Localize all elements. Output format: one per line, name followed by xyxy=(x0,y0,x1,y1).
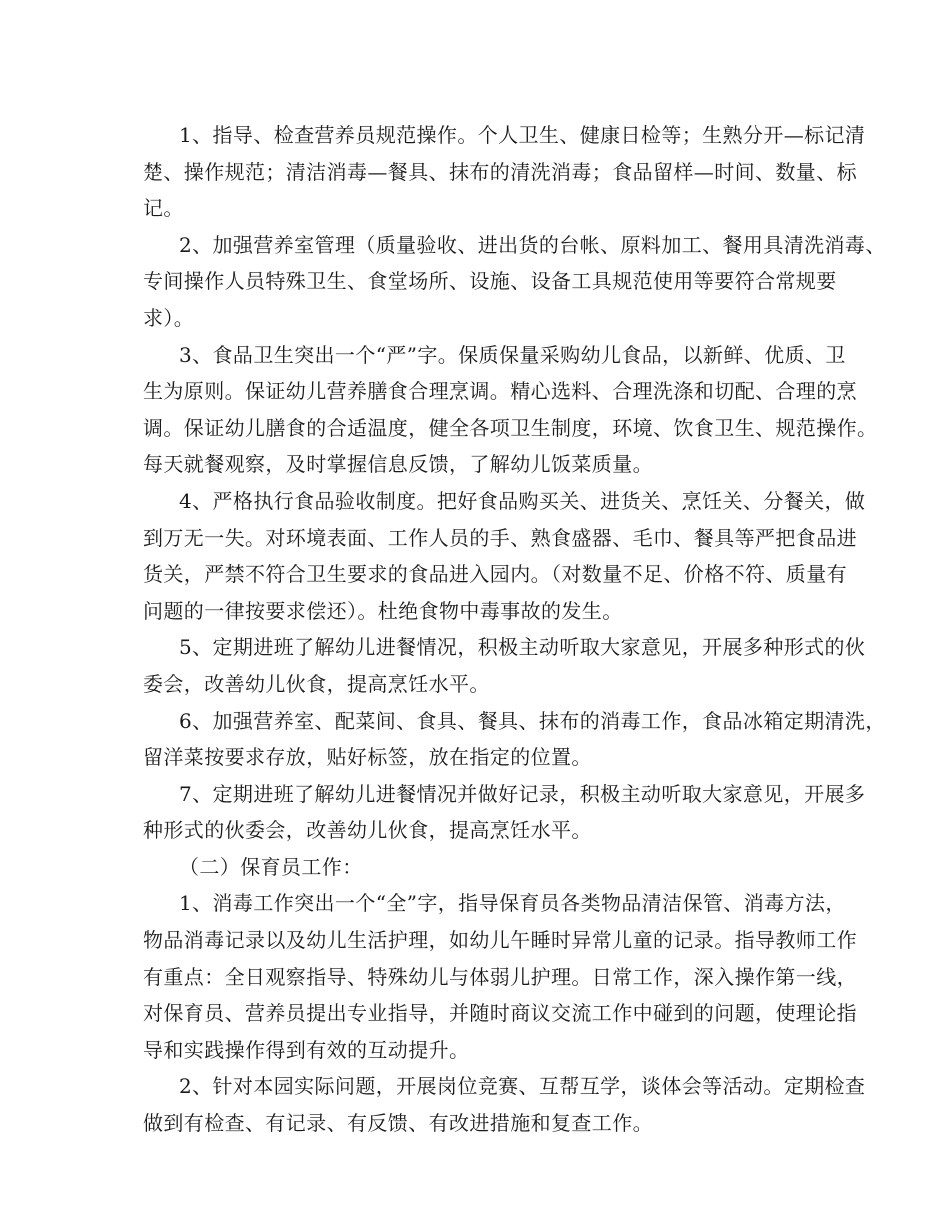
document-line: 每天就餐观察，及时掌握信息反馈，了解幼儿饭菜质量。 xyxy=(143,452,653,477)
document-line: （二）保育员工作： xyxy=(179,854,363,879)
document-line: 问题的一律按要求偿还）。杜绝食物中毒事故的发生。 xyxy=(143,598,623,623)
document-line: 1、指导、检查营养员规范操作。个人卫生、健康日检等；生熟分开—标记清 xyxy=(179,123,866,147)
document-line: 物品消毒记录以及幼儿生活护理，如幼儿午睡时异常儿童的记录。指导教师工作 xyxy=(143,928,857,953)
document-line: 对保育员、营养员提出专业指导，并随时商议交流工作中碰到的问题，使理论指 xyxy=(143,1001,857,1026)
document-line: 7、定期进班了解幼儿进餐情况并做好记录，积极主动听取大家意见，开展多 xyxy=(179,781,866,806)
document-line: 生为原则。保证幼儿营养膳食合理烹调。精心选料、合理洗涤和切配、合理的烹 xyxy=(143,379,857,404)
document-line: 6、加强营养室、配菜间、食具、餐具、抹布的消毒工作，食品冰箱定期清洗， xyxy=(179,708,886,733)
document-line: 楚、操作规范；清洁消毒—餐具、抹布的清洗消毒；食品留样—时间、数量、标 xyxy=(143,159,857,184)
document-line: 做到有检查、有记录、有反馈、有改进措施和复查工作。 xyxy=(143,1111,653,1136)
document-line: 记。 xyxy=(143,196,184,221)
document-line: 求）。 xyxy=(143,305,195,330)
document-line: 导和实践操作得到有效的互动提升。 xyxy=(143,1037,470,1062)
document-line: 4、严格执行食品验收制度。把好食品购买关、进货关、烹饪关、分餐关，做 xyxy=(179,488,866,513)
document-line: 到万无一失。对环境表面、工作人员的手、熟食盛器、毛巾、餐具等严把食品进 xyxy=(143,525,857,550)
document-line: 3、食品卫生突出一个“严”字。保质保量采购幼儿食品，以新鲜、优质、卫 xyxy=(179,342,846,367)
document-line: 委会，改善幼儿伙食，提高烹饪水平。 xyxy=(143,671,490,696)
document-line: 5、定期进班了解幼儿进餐情况，积极主动听取大家意见，开展多种形式的伙 xyxy=(179,635,866,660)
document-body xyxy=(143,117,886,1142)
document-line: 2、加强营养室管理（质量验收、进出货的台帐、原料加工、餐用具清洗消毒、 xyxy=(179,232,886,257)
document-line: 专间操作人员特殊卫生、食堂场所、设施、设备工具规范使用等要符合常规要 xyxy=(143,269,837,294)
document-line: 调。保证幼儿膳食的合适温度，健全各项卫生制度，环境、饮食卫生、规范操作。 xyxy=(143,415,878,440)
document-line: 种形式的伙委会，改善幼儿伙食，提高烹饪水平。 xyxy=(143,818,592,843)
document-line: 留洋菜按要求存放，贴好标签，放在指定的位置。 xyxy=(143,745,592,770)
document-line: 2、针对本园实际问题，开展岗位竞赛、互帮互学，谈体会等活动。定期检查 xyxy=(179,1074,866,1099)
document-line: 1、消毒工作突出一个“全”字，指导保育员各类物品清洁保管、消毒方法， xyxy=(179,891,846,916)
document-line: 有重点：全日观察指导、特殊幼儿与体弱儿护理。日常工作，深入操作第一线， xyxy=(143,964,857,989)
document-line: 货关，严禁不符合卫生要求的食品进入园内。（对数量不足、价格不符、质量有 xyxy=(143,562,847,587)
